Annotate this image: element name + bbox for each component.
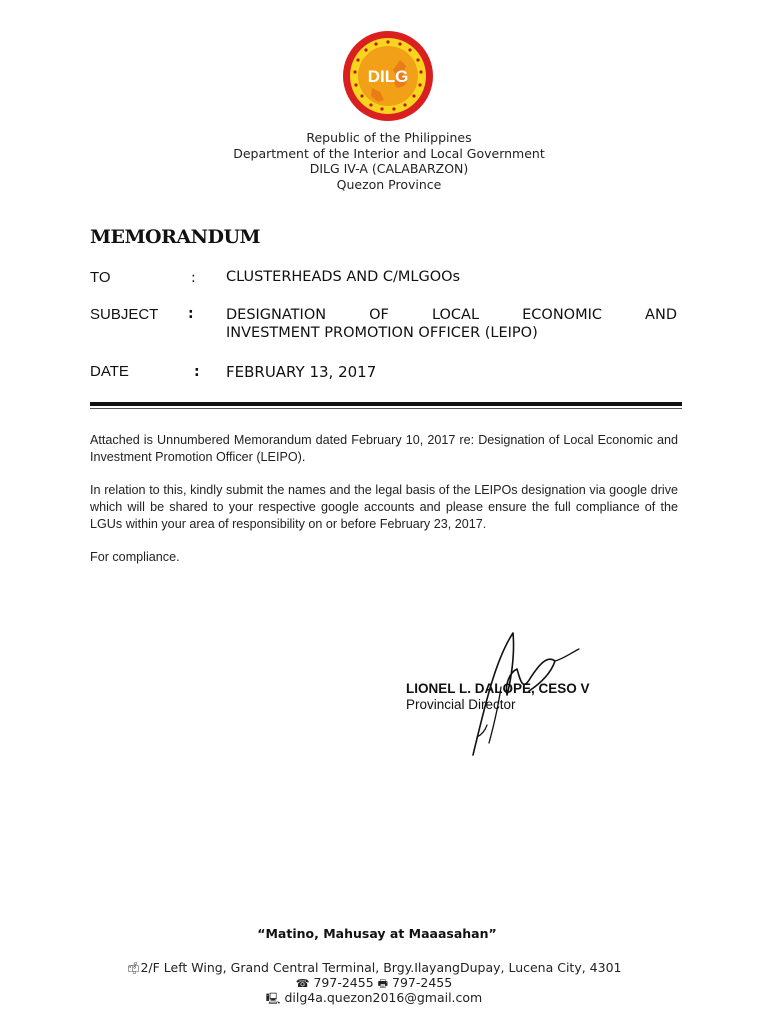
- footer-email-line: [0, 990, 748, 1006]
- signatory-title: Provincial Director: [406, 697, 516, 712]
- subject-colon: :: [188, 306, 194, 322]
- signatory-name: LIONEL L. DALOPE, CESO V: [406, 681, 590, 696]
- footer-contact-line: [0, 975, 748, 991]
- letterhead-region: DILG IV-A (CALABARZON): [309, 161, 469, 176]
- memo-title: MEMORANDUM: [90, 226, 261, 248]
- header-divider-thin: [90, 408, 682, 409]
- body-paragraph-3: For compliance.: [90, 550, 180, 564]
- letterhead: [0, 130, 768, 192]
- header-divider: [90, 402, 682, 406]
- subject-label: SUBJECT: [90, 306, 159, 323]
- phone-icon: ☎: [295, 977, 310, 990]
- footer-motto: “Matino, Mahusay at Maaasahan”: [257, 926, 497, 941]
- date-label: DATE: [90, 363, 129, 380]
- fax-icon: 🖶︎: [377, 977, 389, 990]
- to-colon: :: [191, 270, 196, 286]
- footer-address: 2/F Left Wing, Grand Central Terminal, Brgy.IlayangDupay, Lucena City, 4301: [140, 960, 622, 975]
- footer-fax: 797-2455: [392, 975, 453, 990]
- computer-icon: 🖳︎: [265, 992, 281, 1005]
- footer-address-line: [0, 960, 748, 976]
- letterhead-department: Department of the Interior and Local Government: [233, 145, 545, 161]
- body-paragraph-2: In relation to this, kindly submit the names and the legal basis of the LEIPOs designation via google drive which will be shared to your respective google accounts and please ensure the full compliance of the LGUs within your area of responsibility on or before February 23, 2017.: [90, 483, 678, 531]
- logo-text: DILG: [367, 67, 409, 86]
- footer-email[interactable]: dilg4a.quezon2016@gmail.com: [284, 990, 483, 1005]
- letterhead-province: Quezon Province: [336, 176, 442, 192]
- date-value: FEBRUARY 13, 2017: [226, 363, 377, 381]
- footer-phone: 797-2455: [313, 975, 374, 990]
- dilg-logo: [342, 30, 434, 122]
- body-paragraph-1: Attached is Unnumbered Memorandum dated February 10, 2017 re: Designation of Local Economic and Investment Promotion Officer (LEIPO).: [90, 433, 678, 464]
- subject-value: [226, 306, 677, 342]
- subject-line-2: INVESTMENT PROMOTION OFFICER (LEIPO): [226, 325, 538, 341]
- to-value: CLUSTERHEADS AND C/MLGOOs: [226, 269, 461, 285]
- mailbox-icon: 📫︎: [126, 962, 141, 975]
- subject-line-1: DESIGNATION OF LOCAL ECONOMIC AND: [226, 307, 677, 323]
- letterhead-republic: Republic of the Philippines: [306, 130, 472, 145]
- to-label: TO: [90, 269, 111, 286]
- date-colon: :: [194, 364, 200, 380]
